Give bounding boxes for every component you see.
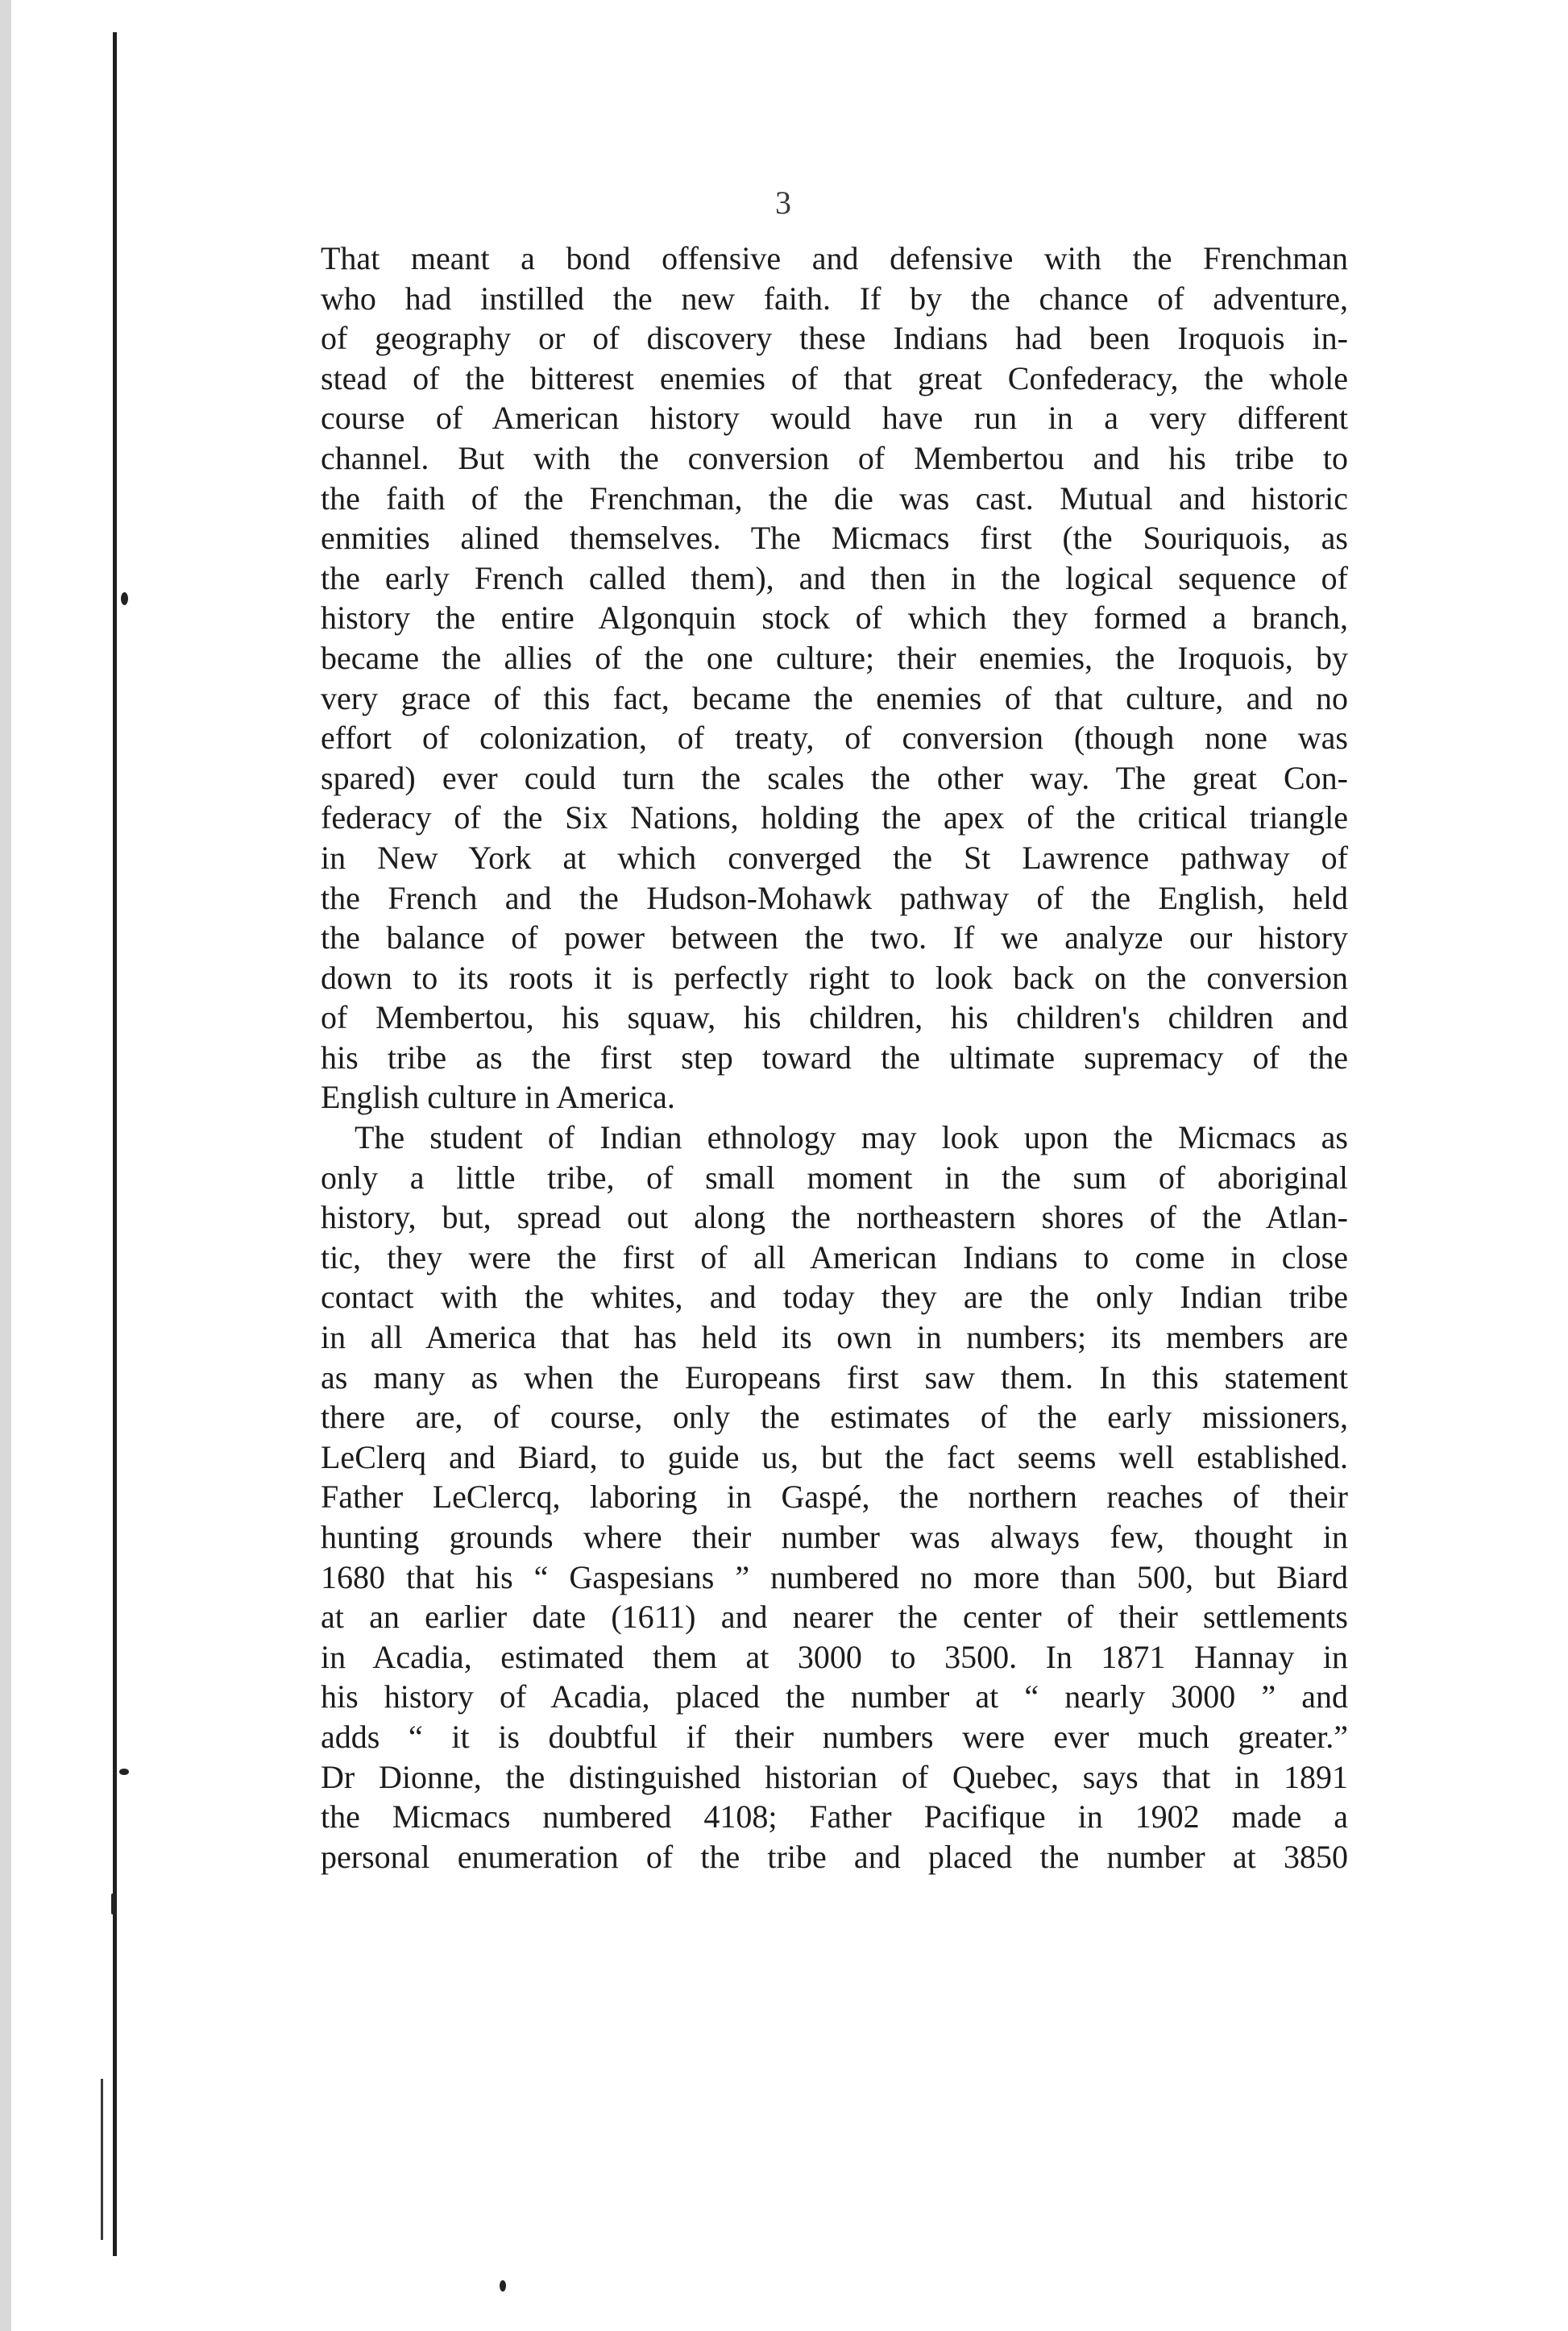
text-line: the balance of power between the two. If we analyze our history [321,919,1348,956]
text-line: English culture in America. [321,1079,675,1116]
text-line: course of American history would have run in a very different [321,400,1348,437]
text-line: Father LeClercq, laboring in Gaspé, the northern reaches of their [321,1479,1348,1516]
binding-rule-lower [101,2079,103,2240]
text-line: enmities alined themselves. The Micmacs first (the Souriquois, as [321,520,1348,557]
scan-speck [500,2280,506,2292]
text-line: stead of the bitterest enemies of that great Confederacy, the whole [321,359,1348,396]
text-line: very grace of this fact, became the enemies of that culture, and no [321,679,1348,716]
text-line: adds “ it is doubtful if their numbers were ever much greater.” [321,1718,1348,1755]
body-text [321,238,1348,1877]
text-line: contact with the whites, and today they are the only Indian tribe [321,1279,1348,1316]
text-line: of geography or of discovery these Indians had been Iroquois in- [321,320,1348,357]
text-line: as many as when the Europeans first saw them. In this statement [321,1358,1348,1396]
text-line: LeClerq and Biard, to guide us, but the fact seems well established. [321,1438,1348,1475]
text-line: down to its roots it is perfectly right to look back on the conversion [321,959,1348,996]
text-line: at an earlier date (1611) and nearer the center of their settlements [321,1599,1348,1636]
binding-rule [113,32,117,2256]
text-line: history the entire Algonquin stock of which they formed a branch, [321,599,1348,637]
text-line: in New York at which converged the St Lawrence pathway of [321,839,1348,876]
text-line: of Membertou, his squaw, his children, his children's children and [321,999,1348,1036]
text-line: hunting grounds where their number was always few, thought in [321,1519,1348,1555]
scan-speck [111,1893,116,1914]
text-line: effort of colonization, of treaty, of conversion (though none was [321,720,1348,757]
text-line: 1680 that his “ Gaspesians ” numbered no more than 500, but Biard [321,1558,1348,1595]
text-line: the early French called them), and then in the logical sequence of [321,559,1348,596]
text-line: the Micmacs numbered 4108; Father Pacifique in 1902 made a [321,1798,1348,1835]
page-number: 3 [775,185,793,221]
text-line: That meant a bond offensive and defensive with the Frenchman [321,240,1348,276]
text-line: his history of Acadia, placed the number at “ nearly 3000 ” and [321,1678,1348,1715]
text-line: his tribe as the first step toward the ultimate supremacy of the [321,1039,1348,1076]
text-line: only a little tribe, of small moment in the sum of aboriginal [321,1159,1348,1196]
text-line: personal enumeration of the tribe and placed the number at 3850 [321,1838,1348,1875]
text-line: channel. But with the conversion of Membertou and his tribe to [321,439,1348,476]
text-line: Dr Dionne, the distinguished historian of Quebec, says that in 1891 [321,1758,1348,1795]
text-line: in all America that has held its own in numbers; its members are [321,1319,1348,1356]
text-line: The student of Indian ethnology may look upon the Micmacs as [355,1119,1348,1156]
scan-edge [0,0,11,2331]
text-line: history, but, spread out along the northeastern shores of the Atlan- [321,1199,1348,1236]
text-line: became the allies of the one culture; their enemies, the Iroquois, by [321,639,1348,676]
paragraph [321,238,1348,1118]
text-line: there are, of course, only the estimates of the early missioners, [321,1399,1348,1436]
text-line: the faith of the Frenchman, the die was cast. Mutual and historic [321,479,1348,516]
text-line: federacy of the Six Nations, holding the apex of the critical triangle [321,799,1348,836]
scan-speck [121,592,128,605]
scan-speck [119,1769,129,1775]
paragraph [321,1118,1348,1877]
text-line: who had instilled the new faith. If by the chance of adventure, [321,280,1348,317]
text-line: in Acadia, estimated them at 3000 to 3500. In 1871 Hannay in [321,1638,1348,1675]
text-line: the French and the Hudson-Mohawk pathway of the English, held [321,879,1348,916]
text-line: spared) ever could turn the scales the other way. The great Con- [321,759,1348,796]
text-line: tic, they were the first of all American Indians to come in close [321,1238,1348,1275]
